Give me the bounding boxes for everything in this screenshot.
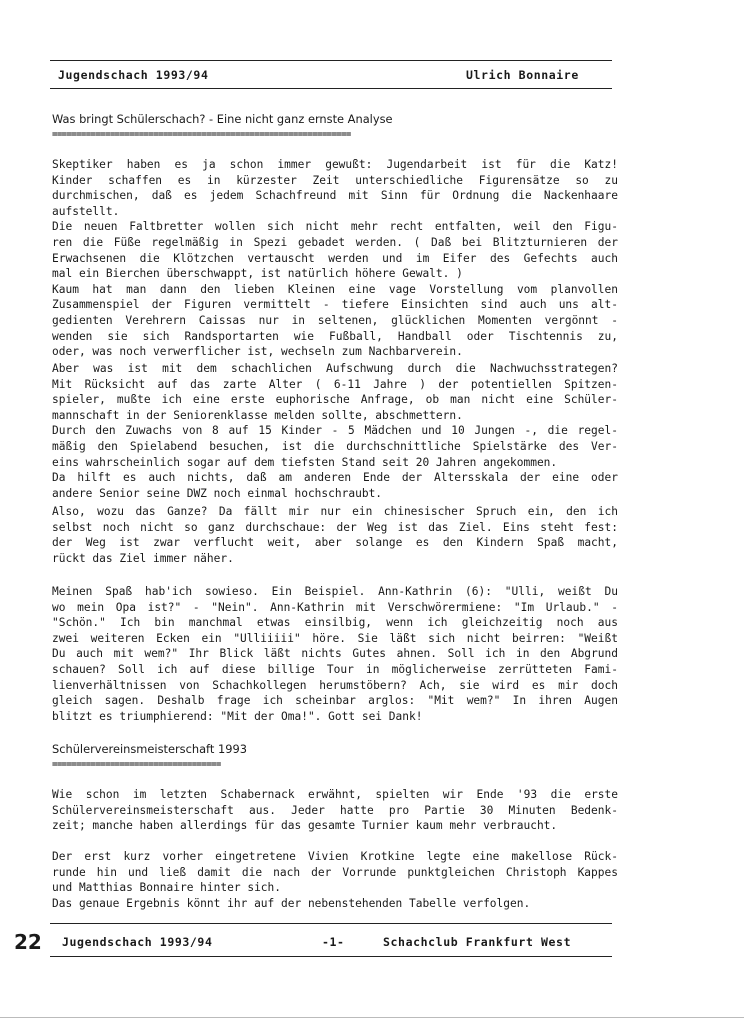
section1-heading [52, 112, 618, 140]
text-line: aufstellt. [52, 204, 120, 218]
text-line: schauen? Soll ich auf diese billige Tour in möglicherweise zerrütteten Fami- [52, 662, 618, 676]
text-line: spieler, mußte ich eine erste euphorische Anfrage, ob man nicht eine Schüler- [52, 393, 618, 407]
text-line: Du auch mit wem?" Ihr Blick läßt nichts Gutes ahnen. Soll ich in den Abgrund [52, 647, 618, 661]
section2-paragraph-1 [52, 787, 618, 834]
text-line: mannschaft in der Seniorenklasse melden sollte, abschmettern. [52, 408, 463, 422]
section2-title-underline: =================================== [52, 760, 221, 770]
text-line: blitzt es triumphierend: "Mit der Oma!". Gott sei Dank! [52, 709, 423, 723]
text-line: Der erst kurz vorher eingetretene Vivien Krotkine legte eine makellose Rück- [52, 850, 618, 863]
text-line: wenden sie sich Randsportarten wie Fußball, Handball oder Tischtennis zu, [52, 329, 618, 343]
text-line: durchmischen, daß es jedem Schachfreund mit Sinn für Ordnung die Nackenhaare [52, 189, 618, 203]
text-line: Durch den Zuwachs von 8 auf 15 Kinder - 5 Mädchen und 10 Jungen -, die regel- [52, 424, 618, 438]
text-line: Das genaue Ergebnis könnt ihr auf der nebenstehenden Tabelle verfolgen. [52, 896, 531, 910]
text-line: Schülervereinsmeisterschaft aus. Jeder hatte pro Partie 30 Minuten Bedenk- [52, 803, 618, 817]
text-line: runde hin und ließ damit die nach der Vorrunde punktgleichen Christoph Kappes [52, 865, 618, 879]
section1-title-underline: ============================================================== [52, 130, 351, 140]
section2-heading [52, 742, 618, 770]
header-left: Jugendschach 1993/94 [58, 68, 209, 82]
text-line: ren die Füße regelmäßig in Spezi gebadet werden. ( Daß bei Blitzturnieren der [52, 235, 618, 249]
text-line: andere Senior seine DWZ noch einmal hochschraubt. [52, 486, 383, 500]
text-line: lienverhältnissen von Schachkollegen herumstöbern? Ach, sie wird es mir doch [52, 678, 618, 692]
text-line: Kinder schaffen es in kürzester Zeit unterschiedliche Figurensätze so zu [52, 173, 618, 187]
text-line: Wie schon im letzten Schabernack erwähnt, spielten wir Ende '93 die erste [52, 788, 618, 801]
text-line: eins wahrscheinlich sogar auf dem tiefsten Stand seit 20 Jahren angekommen. [52, 455, 558, 469]
text-line: rückt das Ziel immer näher. [52, 551, 234, 565]
section2-paragraph-2 [52, 849, 618, 911]
text-line: Meinen Spaß hab'ich sowieso. Ein Beispiel. Ann-Kathrin (6): "Ulli, weißt Du [52, 585, 618, 598]
text-line: "Schön." Ich bin manchmal etwas einsilbig, wenn ich gleichzeitig noch aus [52, 616, 618, 630]
section1-paragraph-3 [52, 504, 618, 566]
section2-title: Schülervereinsmeisterschaft 1993 [52, 742, 247, 756]
text-line: wo mein Opa ist?" - "Nein". Ann-Kathrin mit Verschwörermiene: "Im Urlaub." - [52, 600, 618, 614]
text-line: Kaum hat man dann den lieben Kleinen eine vage Vorstellung vom planvollen [52, 282, 618, 296]
text-line: Aber was ist mit dem schachlichen Aufschwung durch die Nachwuchsstrategen? [52, 362, 618, 375]
text-line: mäßig den Spielabend besuchen, ist die durchschnittliche Spielstärke des Ver- [52, 439, 618, 453]
text-line: Da hilft es auch nichts, daß am anderen Ende der Altersskala der eine oder [52, 471, 618, 485]
footer-rule-top [50, 923, 612, 924]
text-line: gedienten Verehrern Caissas nur in seltenen, glücklichen Momenten vergönnt - [52, 313, 618, 327]
text-line: Die neuen Faltbretter wollen sich nicht mehr recht entfalten, weil den Figu- [52, 220, 618, 234]
section1-title: Was bringt Schülerschach? - Eine nicht ganz ernste Analyse [52, 112, 393, 126]
text-line: oder, was noch verwerflicher ist, wechseln zum Nachbarverein. [52, 345, 463, 359]
footer-rule-bottom [50, 956, 612, 957]
text-line: Zusammenspiel der Figuren vermittelt - tiefere Einsichten sind auch uns alt- [52, 298, 618, 312]
section1-paragraph-1 [52, 157, 618, 360]
header-rule-bottom [50, 88, 612, 89]
text-line: der Weg ist zwar verflucht weit, aber solange es den Kindern Spaß macht, [52, 536, 618, 550]
section1-paragraph-4 [52, 584, 618, 724]
header-rule-top [50, 60, 612, 61]
footer-left: Jugendschach 1993/94 [62, 935, 213, 949]
text-line: selbst noch nicht so ganz durchschaue: der Weg ist das Ziel. Eins steht fest: [52, 520, 618, 534]
text-line: Erwachsenen die Klötzchen vertauscht werden und im Eifer des Gefechts auch [52, 251, 618, 265]
text-line: mal ein Bierchen überschwappt, ist natürlich höhere Gewalt. ) [52, 267, 463, 281]
text-line: zwei weiteren Ecken ein "Ulliiiii" höre. Sie läßt sich nicht beirren: "Weißt [52, 631, 618, 645]
page-number: 22 [14, 930, 42, 954]
header-right: Ulrich Bonnaire [466, 68, 579, 82]
footer-right: Schachclub Frankfurt West [383, 935, 572, 949]
section1-paragraph-2 [52, 361, 618, 501]
text-line: gleich sagen. Deshalb frage ich scheinbar arglos: "Mit wem?" In ihren Augen [52, 694, 618, 708]
scan-edge-line [0, 1017, 744, 1018]
footer-center: -1- [322, 935, 345, 949]
text-line: Skeptiker haben es ja schon immer gewußt: Jugendarbeit ist für die Katz! [52, 158, 618, 171]
text-line: Mit Rücksicht auf das zarte Alter ( 6-11 Jahre ) der potentiellen Spitzen- [52, 377, 618, 391]
text-line: und Matthias Bonnaire hinter sich. [52, 881, 282, 895]
text-line: zeit; manche haben allerdings für das gesamte Turnier kaum mehr verbraucht. [52, 819, 558, 833]
text-line: Also, wozu das Ganze? Da fällt mir nur ein chinesischer Spruch ein, den ich [52, 505, 618, 518]
